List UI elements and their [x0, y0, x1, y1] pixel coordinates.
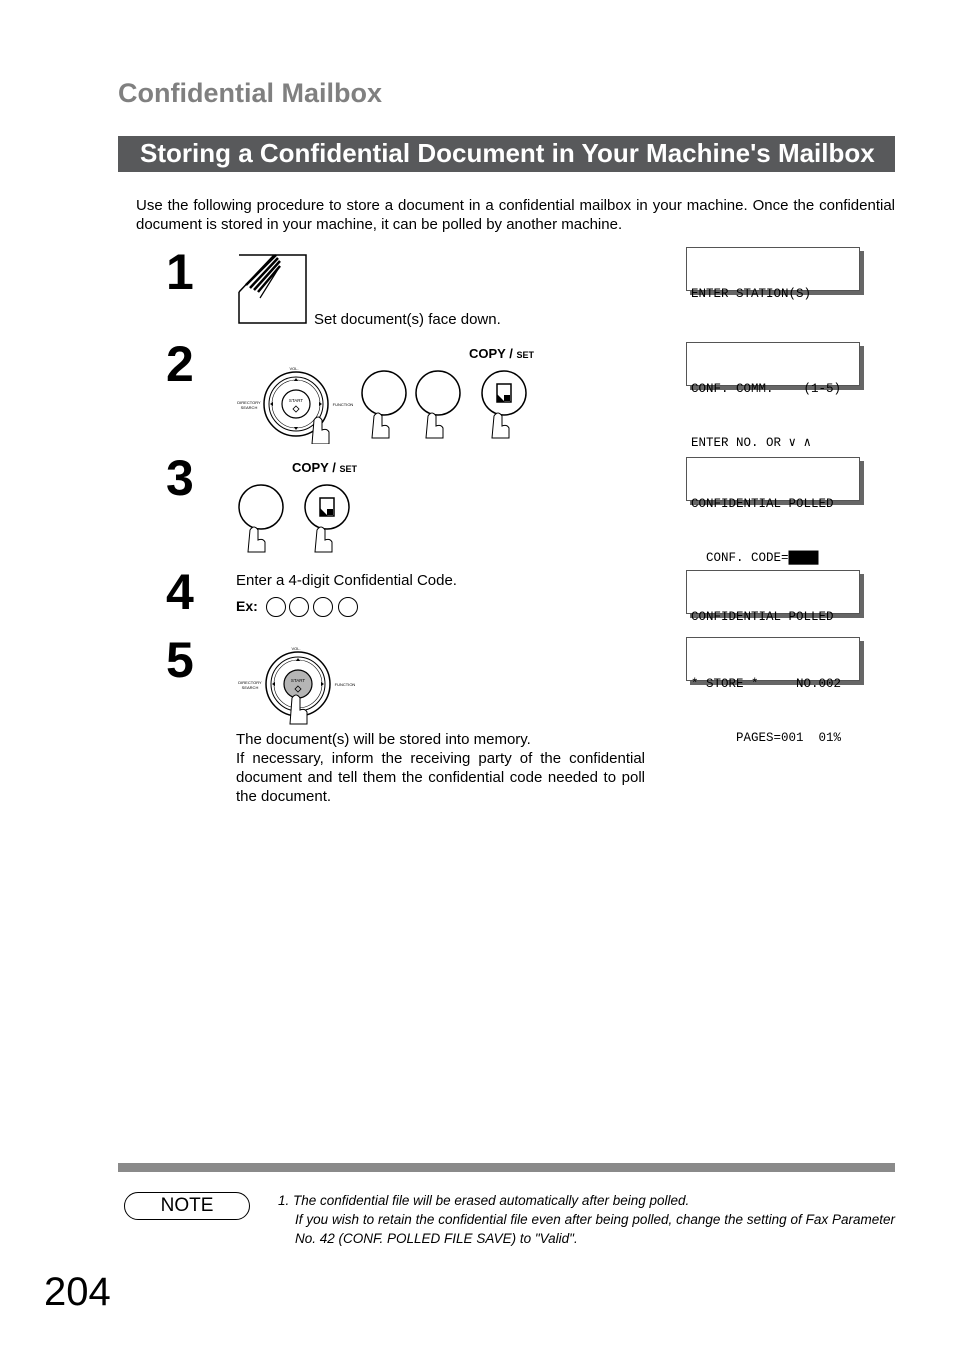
search-label: SEARCH [241, 685, 259, 690]
copy-set-button-icon [480, 368, 530, 440]
document-face-down-icon [236, 252, 310, 326]
step-5-description: The document(s) will be stored into memory. If necessary, inform the receiving party of the confidential document and tell them the confidential code needed to poll the document. [236, 731, 645, 805]
digit-keys-icon [264, 596, 362, 618]
directory-label: DIRECTORY [237, 400, 261, 405]
function-label: FUNCTION [334, 682, 356, 687]
lcd-line: CONF. CODE=████ [691, 551, 819, 565]
page-number: 204 [44, 1270, 111, 1314]
set-label: SET [516, 350, 534, 360]
lcd-display-2 [686, 342, 860, 450]
note-text [278, 1191, 895, 1248]
lcd-line: PAGES=001 01% [691, 731, 842, 745]
banner-title: Storing a Confidential Document in Your Machine's Mailbox [140, 138, 875, 168]
section-title: Confidential Mailbox [118, 78, 383, 108]
start-button-pad-icon [236, 642, 362, 726]
lcd-line: ENTER NO. OR ∨ ∧ [691, 436, 812, 450]
step-number-1: 1 [166, 244, 194, 300]
step-4-caption: Enter a 4-digit Confidential Code. [236, 572, 457, 589]
copy-set-label: COPY / SET [469, 346, 534, 361]
start-label: START [288, 398, 304, 403]
set-label: SET [339, 464, 357, 474]
lcd-line: CONFIDENTIAL POLLED [691, 610, 834, 624]
step-number-2: 2 [166, 336, 194, 392]
step-1-caption: Set document(s) face down. [314, 311, 501, 328]
keypad-button-icon [236, 482, 286, 554]
divider [118, 1163, 895, 1172]
vol-label: VOL. [289, 366, 299, 371]
copy-label: COPY [469, 346, 506, 361]
example-label: Ex: [236, 598, 258, 614]
note-line-2: If you wish to retain the confidential file even after being polled, change the setting of Fax Parameter No. 42 (CONF. POLLED FILE SAVE) to "Valid". [295, 1212, 895, 1246]
copy-label: COPY [292, 460, 329, 475]
copy-set-label: COPY / SET [292, 460, 357, 475]
lcd-display-3 [686, 457, 860, 565]
start-label: START [290, 678, 306, 683]
vol-label: VOL. [291, 646, 301, 651]
lcd-line: CONFIDENTIAL POLLED [691, 497, 834, 511]
keypad-button-icon [414, 368, 464, 440]
keypad-button-icon [360, 368, 410, 440]
intro-paragraph: Use the following procedure to store a document in a confidential mailbox in your machine. Once the confidential document is stored in your machine, it can be polled by another machine. [136, 197, 895, 233]
lcd-display-4 [686, 570, 860, 624]
search-label: SEARCH [240, 405, 258, 410]
function-label: FUNCTION [332, 402, 354, 407]
step-number-5: 5 [166, 632, 194, 688]
lcd-line: * STORE * NO.002 [691, 677, 842, 691]
navigation-pad-icon [236, 362, 362, 444]
lcd-display-5 [686, 637, 860, 745]
lcd-line: CONF. COMM. (1-5) [691, 382, 842, 396]
note-line-1: The confidential file will be erased automatically after being polled. [293, 1193, 690, 1208]
lcd-display-1 [686, 247, 860, 301]
banner [118, 136, 895, 172]
directory-label: DIRECTORY [238, 680, 262, 685]
step-number-4: 4 [166, 564, 194, 620]
note-badge: NOTE [124, 1192, 250, 1220]
note-item-number: 1. [278, 1193, 290, 1208]
step-number-3: 3 [166, 450, 194, 506]
lcd-line: ENTER STATION(S) [691, 287, 812, 301]
copy-set-button-icon [303, 482, 353, 554]
